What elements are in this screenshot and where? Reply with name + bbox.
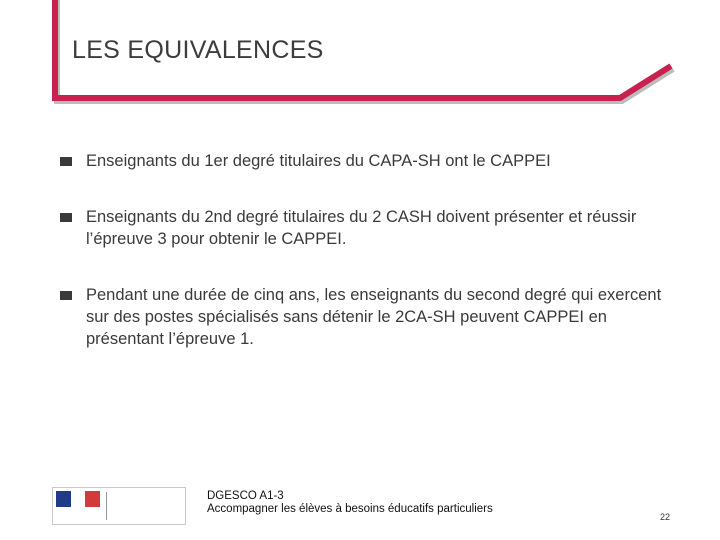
- square-bullet-icon: [60, 157, 72, 166]
- logo-divider: [106, 492, 107, 520]
- bullet-item: [60, 150, 670, 172]
- bullet-text: Pendant une durée de cinq ans, les enseignants du second degré qui exercent sur des postes spécialisés sans détenir le 2CA-SH peuvent CAPPEI en présentant l’épreuve 1.: [86, 286, 662, 348]
- square-bullet-icon: [60, 213, 72, 222]
- french-flag-icon: [56, 491, 100, 521]
- bullet-list: [60, 150, 670, 366]
- bullet-item: [60, 284, 670, 350]
- page-number: 22: [660, 512, 671, 522]
- square-bullet-icon: [60, 291, 72, 300]
- footer-caption: [207, 490, 493, 516]
- bullet-text: Enseignants du 1er degré titulaires du CAPA-SH ont le CAPPEI: [86, 152, 551, 170]
- footer-org: DGESCO A1-3: [207, 490, 284, 502]
- ministry-logo: [52, 487, 186, 525]
- bullet-text: Enseignants du 2nd degré titulaires du 2 CASH doivent présenter et réussir l’épreuve 3 pour obtenir le CAPPEI.: [86, 208, 637, 248]
- bullet-item: [60, 206, 670, 250]
- footer-description: Accompagner les élèves à besoins éducatifs particuliers: [207, 503, 493, 515]
- slide-title: LES EQUIVALENCES: [72, 36, 324, 64]
